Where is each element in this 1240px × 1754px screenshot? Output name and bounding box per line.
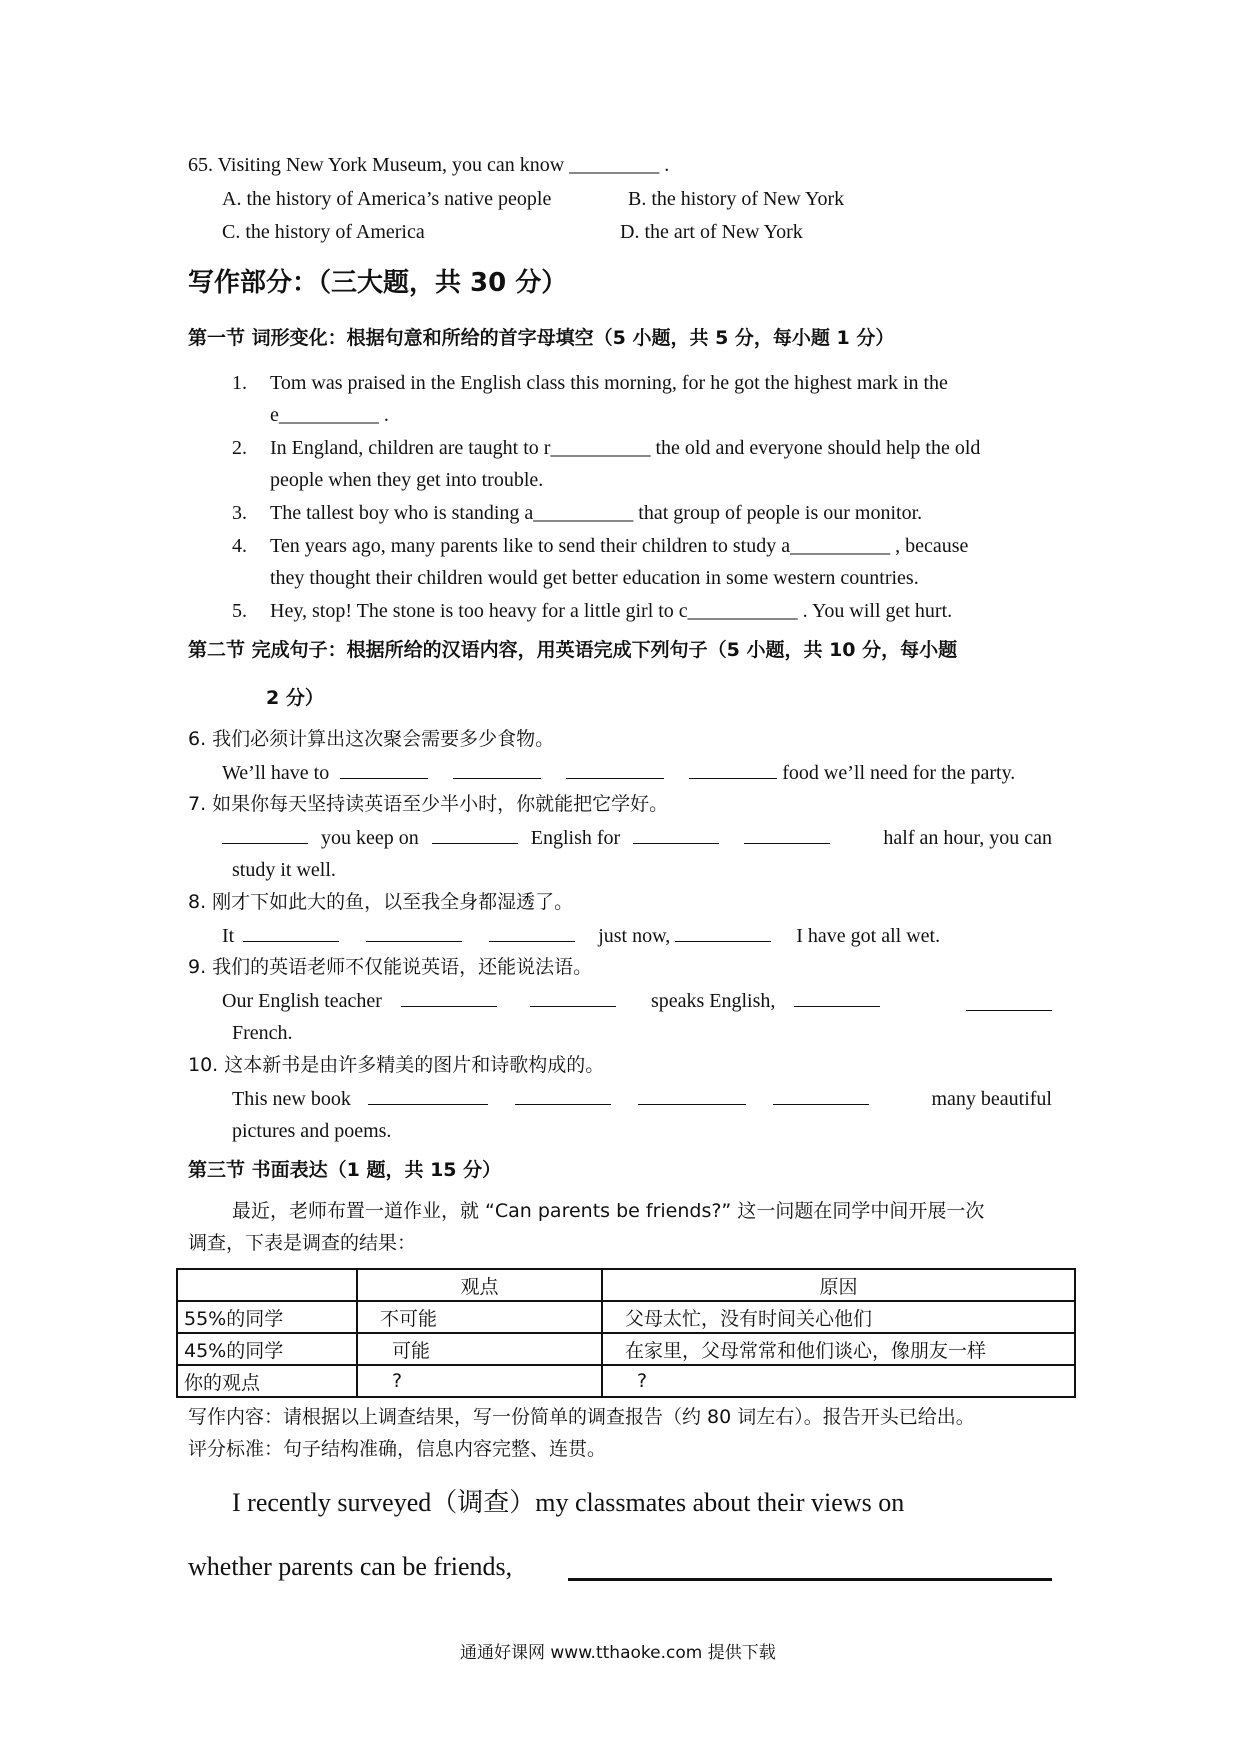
table-header-row — [177, 1269, 1075, 1301]
q65-stem: 65. Visiting New York Museum, you can know _________ . — [188, 154, 670, 176]
q10-text-a: This new book — [232, 1088, 351, 1110]
s1-item-text: The tallest boy who is standing a__________ that group of people is our monitor. — [270, 502, 923, 524]
q7-english — [222, 825, 1052, 851]
table-row — [177, 1365, 1075, 1397]
answer-blank[interactable] — [489, 923, 575, 942]
essay-start-line1: I recently surveyed（调查）my classmates about their views on — [232, 1488, 905, 1517]
answer-blank[interactable] — [566, 760, 664, 779]
s1-item-number: 3. — [232, 502, 247, 524]
s1-item-text-cont: people when they get into trouble. — [270, 469, 544, 491]
q7-text-b: English for — [530, 827, 621, 849]
q8-text-b: just now, — [598, 925, 671, 947]
answer-blank[interactable] — [675, 923, 771, 942]
answer-blank[interactable] — [340, 760, 428, 779]
table-header-cell: 原因 — [602, 1269, 1075, 1301]
table-cell: 父母太忙，没有时间关心他们 — [602, 1301, 1075, 1333]
q6-text-b: food we’ll need for the party. — [782, 762, 1016, 784]
table-cell: 可能 — [357, 1333, 602, 1365]
table-cell: ? — [602, 1365, 1075, 1397]
q65-option-a: A. the history of America’s native people — [222, 188, 552, 210]
writing-section-title: 写作部分：（三大题，共 30 分） — [188, 268, 568, 298]
q8-english — [222, 923, 940, 949]
answer-blank[interactable] — [530, 988, 616, 1007]
s1-item-text-cont: e__________ . — [270, 404, 389, 426]
scoring-criteria: 评分标准：句子结构准确，信息内容完整、连贯。 — [188, 1438, 607, 1460]
table-row — [177, 1301, 1075, 1333]
q6-english — [222, 760, 1015, 786]
s1-item-number: 2. — [232, 437, 247, 459]
q10-chinese: 10. 这本新书是由许多精美的图片和诗歌构成的。 — [188, 1054, 605, 1076]
answer-blank[interactable] — [453, 760, 541, 779]
q9-text-a: Our English teacher — [222, 990, 382, 1012]
essay-answer-line[interactable] — [568, 1578, 1052, 1581]
table-header-cell — [177, 1269, 357, 1301]
s1-item-number: 5. — [232, 600, 247, 622]
writing-requirement: 写作内容：请根据以上调查结果，写一份简单的调查报告（约 80 词左右）。报告开头已给出。 — [188, 1406, 975, 1428]
essay-start-line2: whether parents can be friends, — [188, 1552, 513, 1581]
survey-table — [176, 1268, 1076, 1398]
table-cell: ? — [357, 1365, 602, 1397]
q10-text-b: many beautiful — [931, 1088, 1052, 1110]
q9-english — [222, 988, 1052, 1014]
answer-blank[interactable] — [773, 1086, 869, 1105]
answer-blank[interactable] — [744, 825, 830, 844]
s1-item-text-cont: they thought their children would get better education in some western countries. — [270, 567, 919, 589]
s3-intro-line1: 最近，老师布置一道作业，就 “Can parents be friends?” 这一问题在同学中间开展一次 — [232, 1200, 985, 1222]
table-header-cell: 观点 — [357, 1269, 602, 1301]
q6-text-a: We’ll have to — [222, 762, 330, 784]
s3-intro-line2: 调查，下表是调查的结果： — [188, 1232, 417, 1254]
q65-option-c: C. the history of America — [222, 221, 425, 243]
section3-title: 第三节 书面表达（1 题，共 15 分） — [188, 1159, 502, 1181]
q6-chinese: 6. 我们必须计算出这次聚会需要多少食物。 — [188, 728, 555, 750]
q7-text-d: study it well. — [232, 859, 336, 881]
q10-text-c: pictures and poems. — [232, 1120, 392, 1142]
q7-text-a: you keep on — [321, 827, 419, 849]
q9-text-c: French. — [232, 1022, 293, 1044]
table-cell: 不可能 — [357, 1301, 602, 1333]
answer-blank[interactable] — [633, 825, 719, 844]
table-row — [177, 1333, 1075, 1365]
q8-chinese: 8. 刚才下如此大的鱼，以至我全身都湿透了。 — [188, 891, 574, 913]
q65-option-d: D. the art of New York — [620, 221, 803, 243]
q7-chinese: 7. 如果你每天坚持读英语至少半小时，你就能把它学好。 — [188, 793, 669, 815]
s1-item-text: Hey, stop! The stone is too heavy for a little girl to c___________ . You will get hurt. — [270, 600, 953, 622]
q9-chinese: 9. 我们的英语老师不仅能说英语，还能说法语。 — [188, 956, 593, 978]
answer-blank[interactable] — [401, 988, 497, 1007]
section1-title: 第一节 词形变化：根据句意和所给的首字母填空（5 小题，共 5 分，每小题 1 分） — [188, 327, 895, 349]
s1-item-text: Tom was praised in the English class this morning, for he got the highest mark in the — [270, 372, 948, 394]
table-cell: 在家里，父母常常和他们谈心，像朋友一样 — [602, 1333, 1075, 1365]
answer-blank[interactable] — [243, 923, 339, 942]
answer-blank[interactable] — [368, 1086, 488, 1105]
q10-english — [232, 1086, 1052, 1112]
s1-item-text: In England, children are taught to r__________ the old and everyone should help the old — [270, 437, 981, 459]
q7-text-c: half an hour, you can — [883, 827, 1052, 849]
s1-item-number: 1. — [232, 372, 247, 394]
footer-source: 通通好课网 www.tthaoke.com 提供下载 — [460, 1643, 776, 1663]
answer-blank[interactable] — [222, 825, 308, 844]
answer-blank[interactable] — [638, 1086, 746, 1105]
answer-blank[interactable] — [366, 923, 462, 942]
q8-text-c: I have got all wet. — [796, 925, 941, 947]
table-cell: 55%的同学 — [177, 1301, 357, 1333]
answer-blank[interactable] — [689, 760, 777, 779]
answer-blank[interactable] — [432, 825, 518, 844]
q9-text-b: speaks English, — [650, 990, 776, 1012]
section2-title-cont: 2 分） — [266, 687, 324, 709]
table-cell: 你的观点 — [177, 1365, 357, 1397]
answer-blank[interactable] — [515, 1086, 611, 1105]
table-cell: 45%的同学 — [177, 1333, 357, 1365]
s1-item-text: Ten years ago, many parents like to send their children to study a__________ , because — [270, 535, 969, 557]
answer-blank[interactable] — [794, 988, 880, 1007]
answer-blank[interactable] — [966, 992, 1052, 1011]
section2-title: 第二节 完成句子：根据所给的汉语内容，用英语完成下列句子（5 小题，共 10 分，每小题 — [188, 639, 958, 661]
q65-option-b: B. the history of New York — [628, 188, 845, 210]
q8-text-a: It — [222, 925, 235, 947]
s1-item-number: 4. — [232, 535, 247, 557]
